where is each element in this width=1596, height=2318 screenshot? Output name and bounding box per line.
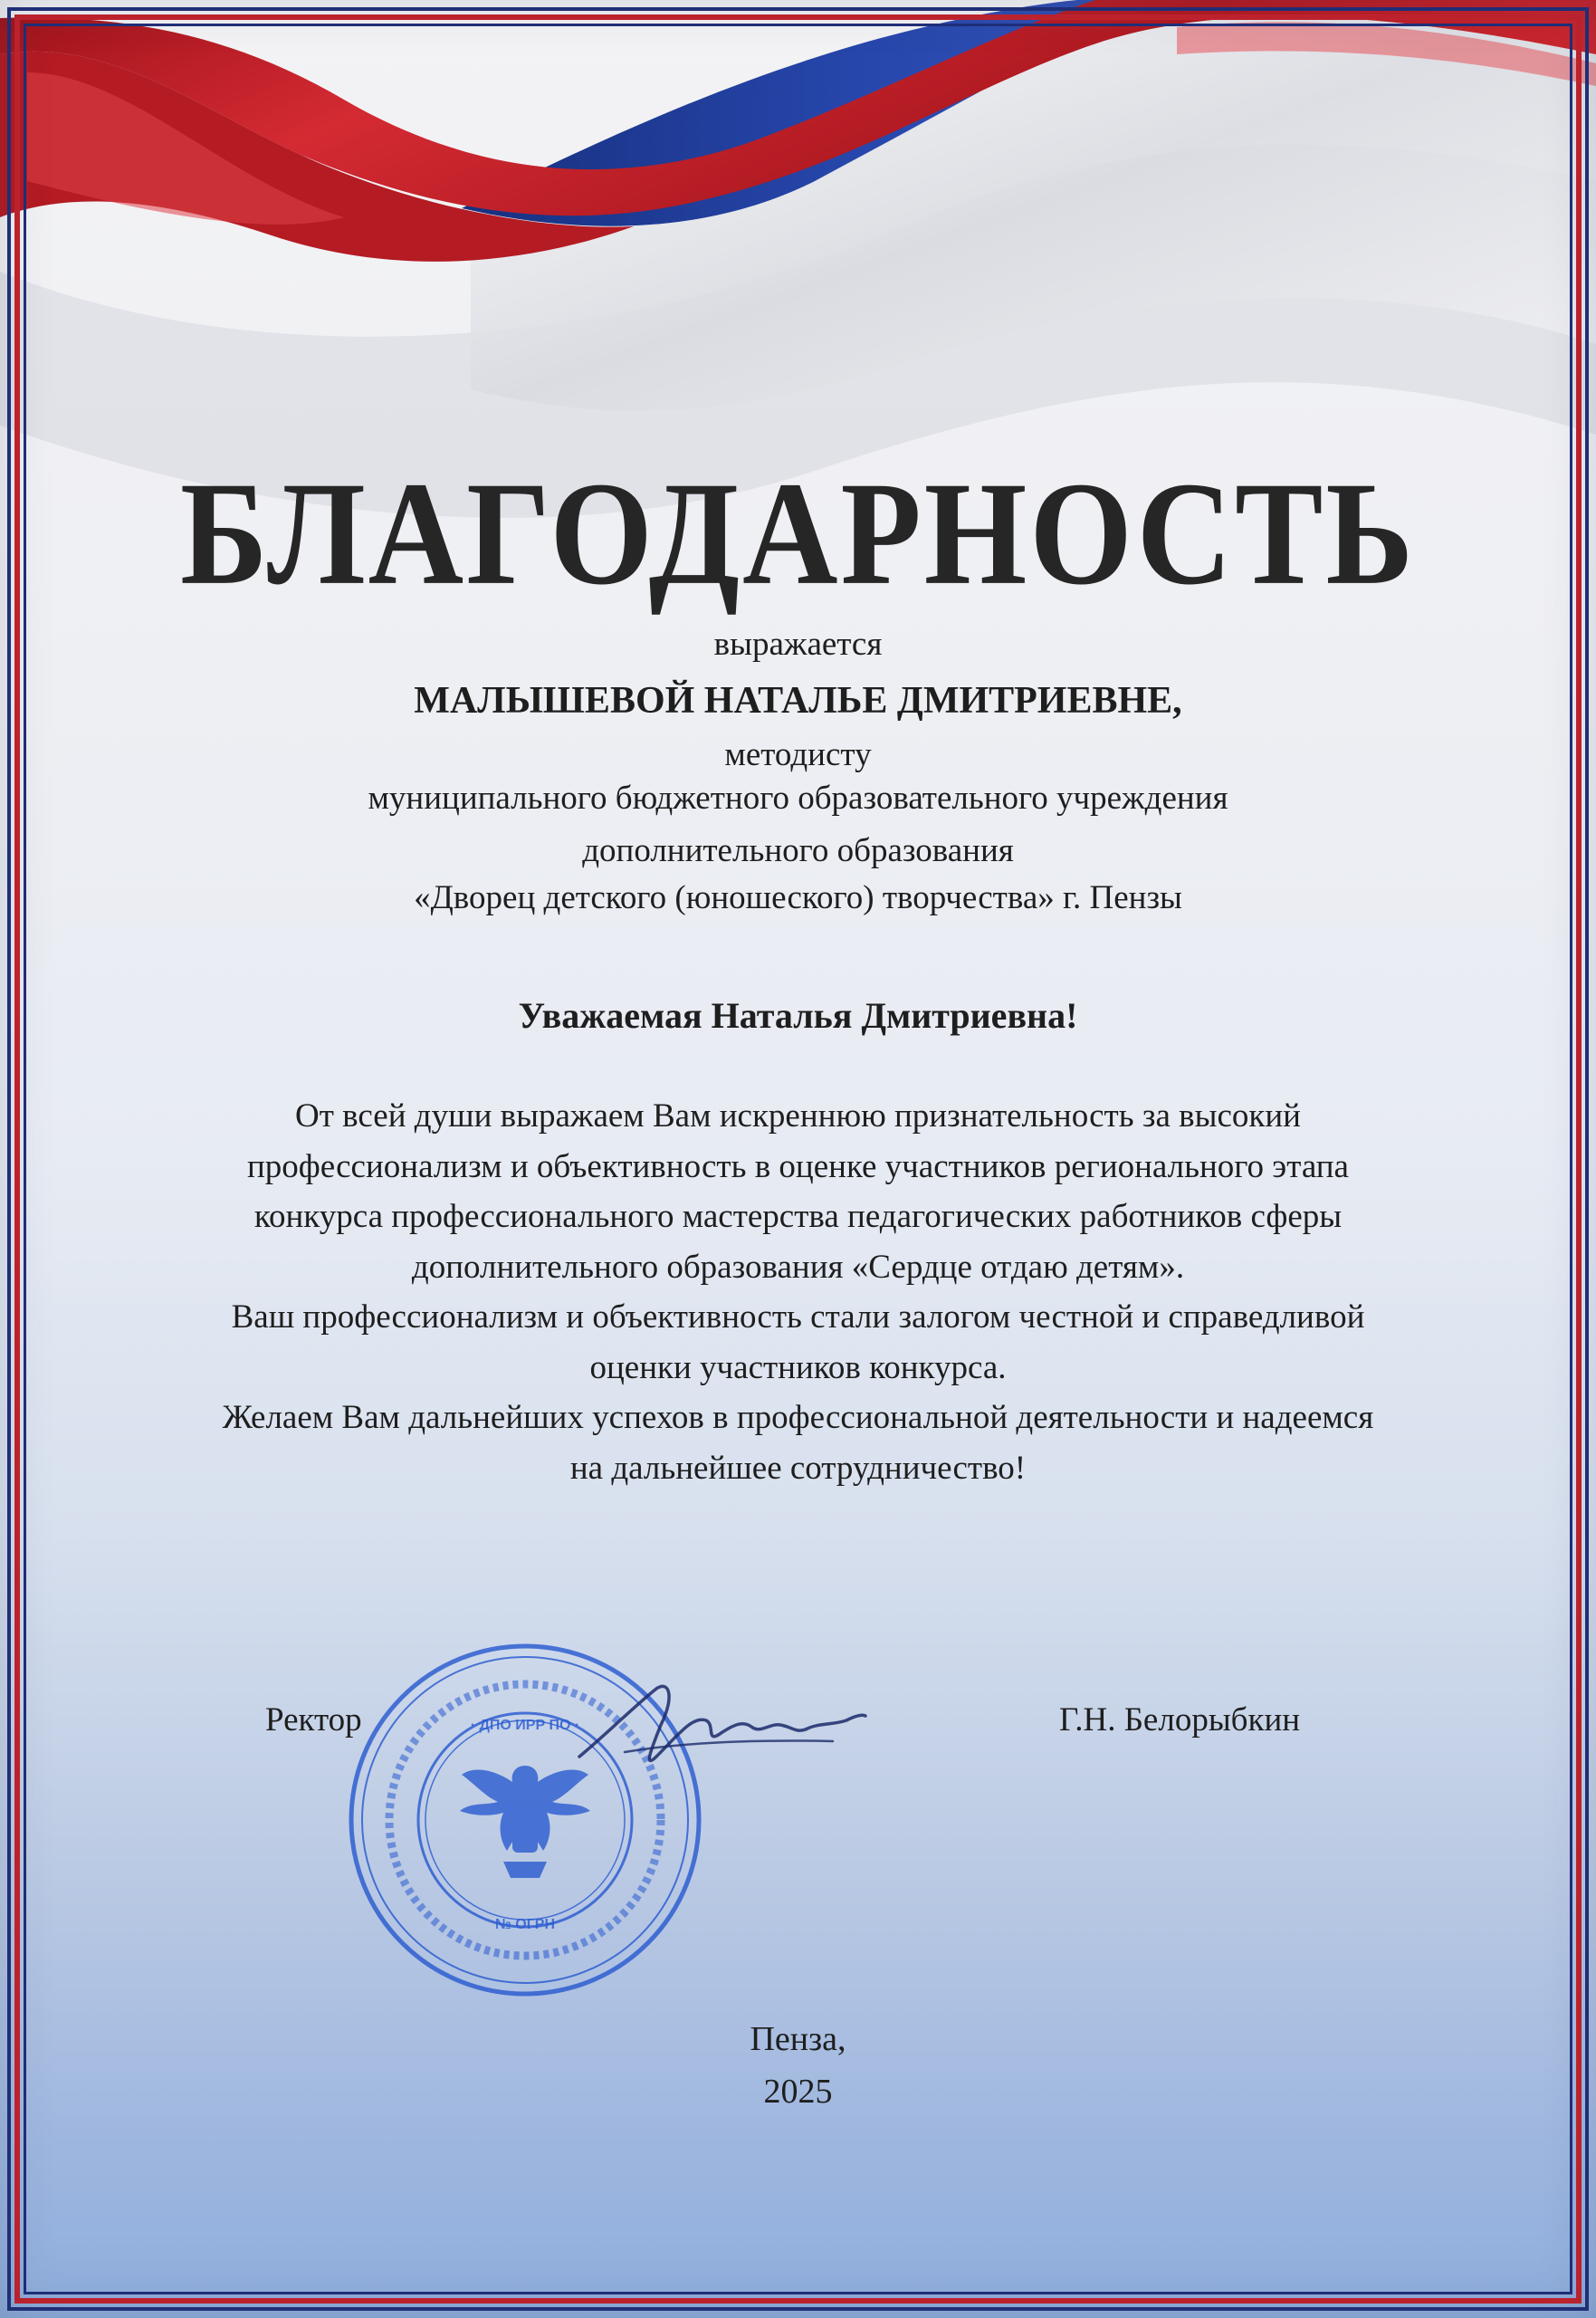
- document-title: БЛАГОДАРНОСТЬ: [180, 451, 1416, 616]
- expressed-to-line: выражается: [713, 626, 883, 663]
- organization-line-3: «Дворец детского (юношеского) творчества» г. Пензы: [414, 879, 1182, 916]
- signatory-role: Ректор: [265, 1701, 362, 1738]
- body-paragraph: [118, 1091, 1478, 1493]
- body-line: оценки участников конкурса.: [589, 1348, 1007, 1386]
- body-line: От всей души выражаем Вам искреннюю признательность за высокий: [295, 1097, 1301, 1135]
- issue-year: 2025: [763, 2073, 833, 2111]
- issue-city: Пенза,: [750, 2020, 846, 2058]
- body-line: конкурса профессионального мастерства педагогических работников сферы: [253, 1198, 1343, 1235]
- body-line: Ваш профессионализм и объективность стали залогом честной и справедливой: [231, 1298, 1365, 1336]
- handwritten-signature: [570, 1671, 869, 1788]
- body-line: профессионализм и объективность в оценке участников регионального этапа: [247, 1147, 1349, 1185]
- organization-line-1: муниципального бюджетного образовательного учреждения: [368, 780, 1228, 817]
- recipient-name: МАЛЫШЕВОЙ НАТАЛЬЕ ДМИТРИЕВНЕ,: [414, 680, 1182, 722]
- organization-line-2: дополнительного образования: [582, 832, 1014, 869]
- body-line: на дальнейшее сотрудничество!: [569, 1449, 1027, 1487]
- recipient-position: методисту: [724, 736, 872, 773]
- svg-text:· ДПО ИРР ПО ·: · ДПО ИРР ПО ·: [470, 1718, 580, 1733]
- body-line: Желаем Вам дальнейших успехов в профессиональной деятельности и надеемся: [222, 1399, 1374, 1436]
- body-line: дополнительного образования «Сердце отдаю детям».: [411, 1248, 1185, 1286]
- greeting: Уважаемая Наталья Дмитриевна!: [518, 995, 1078, 1036]
- svg-text:№ ОГРН: № ОГРН: [494, 1917, 556, 1932]
- signatory-name: Г.Н. Белорыбкин: [1059, 1701, 1301, 1738]
